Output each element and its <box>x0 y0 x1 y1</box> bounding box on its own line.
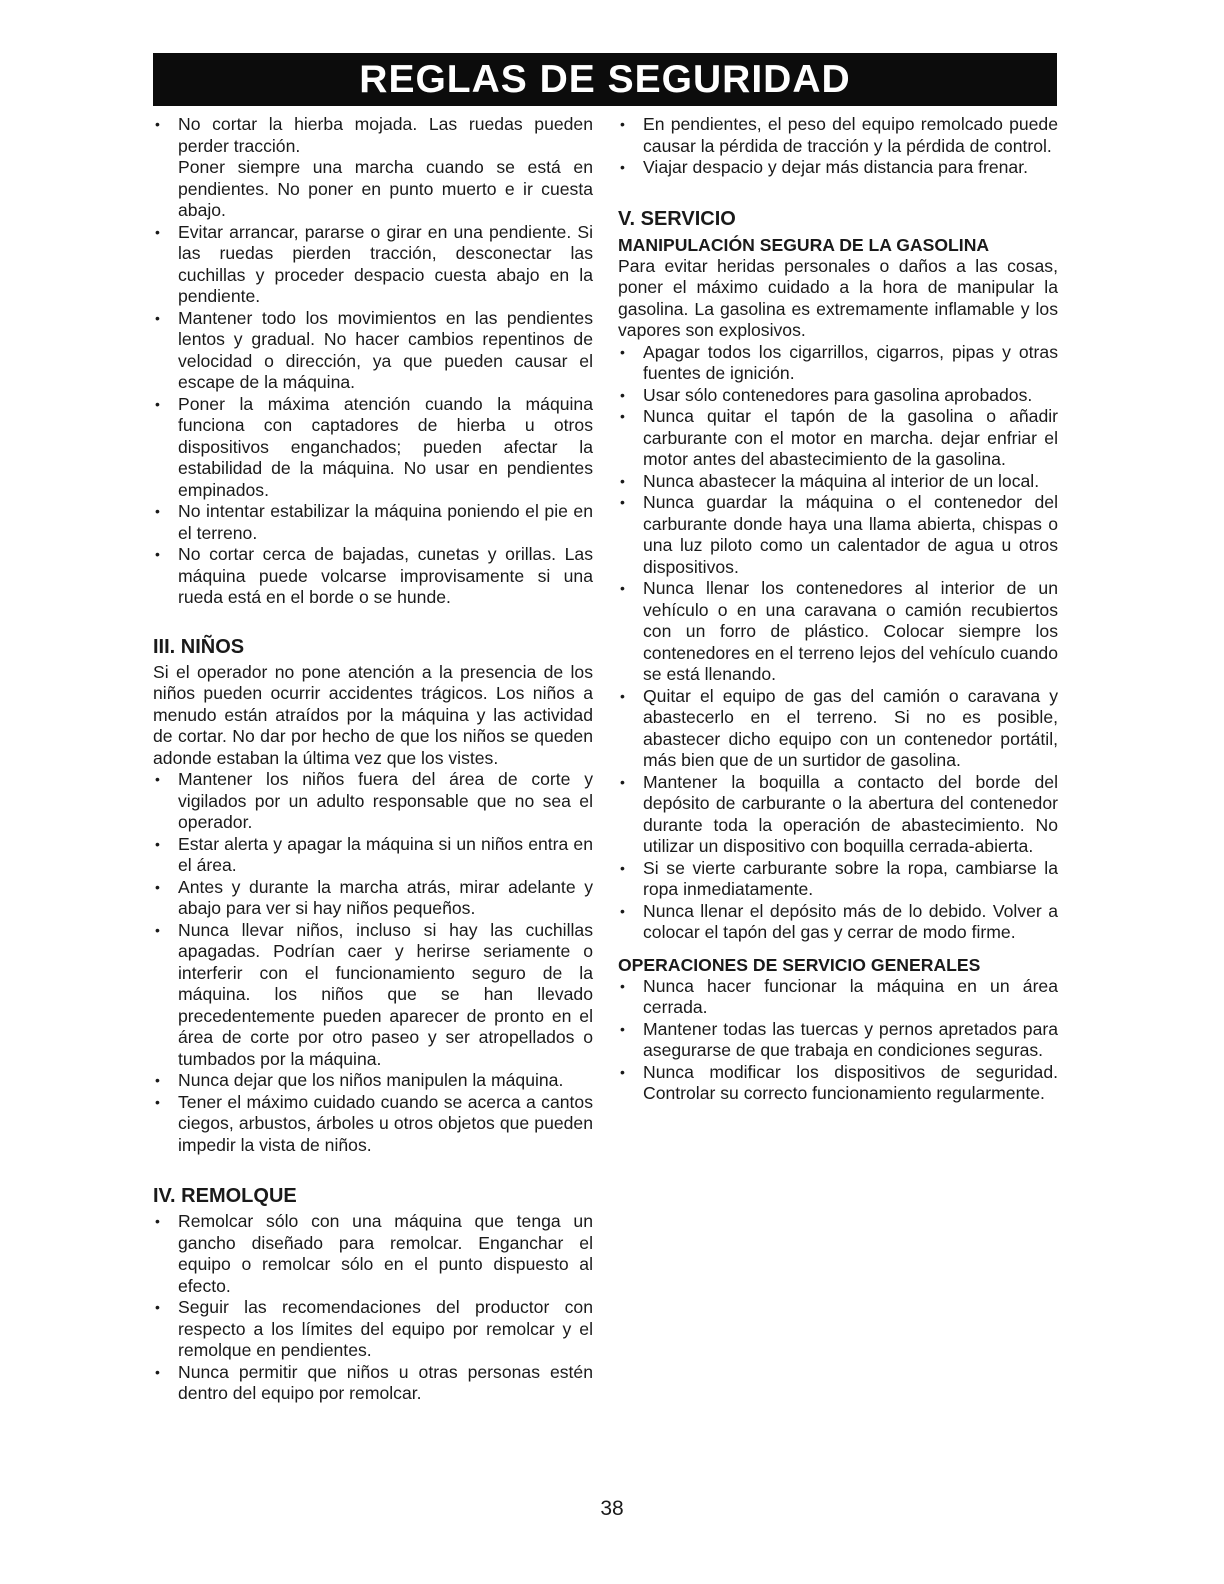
list-item: • Nunca permitir que niños u otras personas estén dentro del equipo por remolcar. <box>153 1362 593 1405</box>
section-heading-ninos: III. NIÑOS <box>153 635 245 658</box>
towing-continued-list <box>618 114 1058 179</box>
section-heading-servicio: V. SERVICIO <box>618 207 736 230</box>
list-item: • Remolcar sólo con una máquina que tenga un gancho diseñado para remolcar. Enganchar el equipo o remolcar sólo en el punto dispuesto al efecto. <box>153 1211 593 1297</box>
list-item: • No intentar estabilizar la máquina poniendo el pie en el terreno. <box>153 501 593 544</box>
list-item: • No cortar la hierba mojada. Las ruedas pueden perder tracción. <box>153 114 593 157</box>
intro-note: Poner siempre una marcha cuando se está en pendientes. No poner en punto muerto e ir cuesta abajo. <box>178 157 593 220</box>
list-item: • Nunca guardar la máquina o el contenedor del carburante donde haya una llama abierta, chispas o una luz piloto como un calentador de agua u otros dispositivos. <box>618 492 1058 578</box>
fuel-list <box>618 342 1058 944</box>
page-number: 38 <box>600 1497 624 1520</box>
section-heading-remolque: IV. REMOLQUE <box>153 1185 297 1207</box>
subheading-gasolina: MANIPULACIÓN SEGURA DE LA GASOLINA <box>618 234 990 255</box>
list-item: • Mantener la boquilla a contacto del borde del depósito de carburante o la abertura del contenedor durante toda la operación de abastecimiento. No utilizar un dispositivo con boquilla cerrada-abierta. <box>618 772 1058 858</box>
list-item: • Seguir las recomendaciones del productor con respecto a los límites del equipo por remolcar y el remolque en pendientes. <box>153 1297 593 1362</box>
page-title: REGLAS DE SEGURIDAD <box>359 57 851 101</box>
list-item: • Nunca modificar los dispositivos de seguridad. Controlar su correcto funcionamiento regularmente. <box>618 1062 1058 1105</box>
list-item: • Nunca abastecer la máquina al interior de un local. <box>618 471 1058 493</box>
list-item: • Evitar arrancar, pararse o girar en una pendiente. Si las ruedas pierden tracción, desconectar las cuchillas y proceder despacio cuesta abajo en la pendiente. <box>153 222 593 308</box>
slope-list <box>153 222 593 609</box>
subheading-servicio-generales: OPERACIONES DE SERVICIO GENERALES <box>618 954 981 975</box>
list-item: • Mantener todas las tuercas y pernos apretados para asegurarse de que trabaja en condiciones seguras. <box>618 1019 1058 1062</box>
list-item: • Quitar el equipo de gas del camión o caravana y abastecerlo en el terreno. Si no es posible, abastecer dicho equipo con un contenedor portátil, más bien que de un surtidor de gasolina. <box>618 686 1058 772</box>
list-item: • Estar alerta y apagar la máquina si un niños entra en el área. <box>153 834 593 877</box>
list-item: • Tener el máximo cuidado cuando se acerca a cantos ciegos, arbustos, árboles u otros objetos que pueden impedir la vista de niños. <box>153 1092 593 1157</box>
gasolina-intro: Para evitar heridas personales o daños a las cosas, poner el máximo cuidado a la hora de manipular la gasolina. La gasolina es extremamente inflamable y los vapores son explosivos. <box>618 255 1058 340</box>
list-item: • No cortar cerca de bajadas, cunetas y orillas. Las máquina puede volcarse improvisamente si una rueda está en el borde o se hunde. <box>153 544 593 609</box>
list-item: • Nunca quitar el tapón de la gasolina o añadir carburante con el motor en marcha. dejar enfriar el motor antes del abastecimiento de la gasolina. <box>618 406 1058 471</box>
section-intro-ninos: Si el operador no pone atención a la presencia de los niños pueden ocurrir accidentes trágicos. Los niños a menudo están atraídos por la máquina y las actividad de cortar. No dar por hecho de que los niños se queden adonde estaban la última vez que los vistes. <box>153 661 593 768</box>
list-item: • Nunca llenar el depósito más de lo debido. Volver a colocar el tapón del gas y cerrar de modo firme. <box>618 901 1058 944</box>
list-item: • Apagar todos los cigarrillos, cigarros, pipas y otras fuentes de ignición. <box>618 342 1058 385</box>
children-list <box>153 769 593 1156</box>
list-item: • Nunca llenar los contenedores al interior de un vehículo o en una caravana o camión recubiertos con un forro de plástico. Colocar siempre los contenedores en el terreno lejos del vehículo cuando se está llenando. <box>618 578 1058 686</box>
list-item: • Si se vierte carburante sobre la ropa, cambiarse la ropa inmediatamente. <box>618 858 1058 901</box>
list-item: • Nunca dejar que los niños manipulen la máquina. <box>153 1070 593 1092</box>
left-column <box>153 114 593 1405</box>
list-item: • Viajar despacio y dejar más distancia para frenar. <box>618 157 1058 179</box>
intro-list <box>153 114 593 157</box>
list-item: • Usar sólo contenedores para gasolina aprobados. <box>618 385 1058 407</box>
list-item: • Poner la máxima atención cuando la máquina funciona con captadores de hierba u otros dispositivos enganchados; pueden afectar la estabilidad de la máquina. No usar en pendientes empinados. <box>153 394 593 502</box>
towing-list <box>153 1211 593 1405</box>
list-item: • Mantener los niños fuera del área de corte y vigilados por un adulto responsable que no sea el operador. <box>153 769 593 834</box>
list-item: • En pendientes, el peso del equipo remolcado puede causar la pérdida de tracción y la pérdida de control. <box>618 114 1058 157</box>
general-service-list <box>618 976 1058 1105</box>
list-item: • Nunca hacer funcionar la máquina en un área cerrada. <box>618 976 1058 1019</box>
list-item: • Nunca llevar niños, incluso si hay las cuchillas apagadas. Podrían caer y herirse seriamente o interferir con el funcionamiento seguro de la máquina. los niños que se han llevado precedentemente pueden aparecer de pronto en el área de corte por otro paseo y ser atropellados o tumbados por la máquina. <box>153 920 593 1071</box>
right-column <box>618 114 1058 1105</box>
list-item: • Mantener todo los movimientos en las pendientes lentos y gradual. No hacer cambios repentinos de velocidad o dirección, ya que pueden causar el escape de la máquina. <box>153 308 593 394</box>
list-item: • Antes y durante la marcha atrás, mirar adelante y abajo para ver si hay niños pequeños. <box>153 877 593 920</box>
page-title-banner <box>153 53 1057 106</box>
